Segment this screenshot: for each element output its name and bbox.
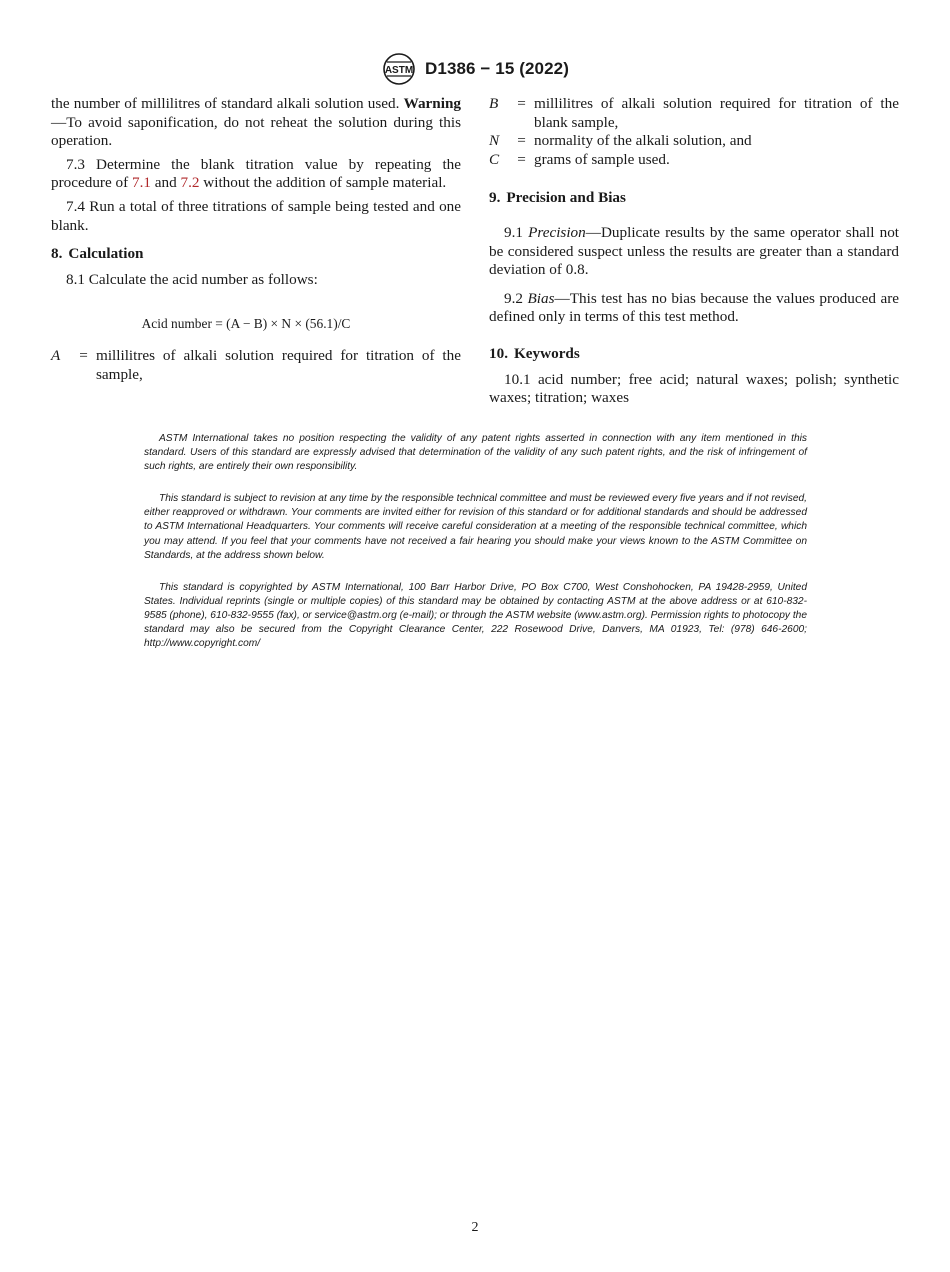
page-header	[0, 52, 950, 86]
definition-b: B = millilitres of alkali solution required for titration of the blank sample,	[489, 95, 899, 131]
definition-a: A = millilitres of alkali solution required for titration of the sample,	[51, 346, 461, 383]
paragraph-7-4: 7.4 Run a total of three titrations of sample being tested and one blank.	[51, 197, 461, 234]
left-column	[51, 95, 461, 384]
paragraph-7-2-continuation: the number of millilitres of standard alkali solution used. Warning—To avoid saponification, do not reheat the solution during this operation.	[51, 95, 461, 150]
astm-logo-icon	[381, 52, 417, 86]
paragraph-10-1: 10.1 acid number; free acid; natural waxes; polish; synthetic waxes; titration; waxes	[489, 370, 899, 407]
section-10-heading: 10. Keywords	[489, 344, 580, 362]
definition-c: C = grams of sample used.	[489, 150, 670, 168]
paragraph-8-1: 8.1 Calculate the acid number as follows:	[66, 270, 318, 288]
right-column	[489, 95, 899, 413]
warning-label: Warning	[403, 95, 461, 112]
paragraph-9-1: 9.1 Precision—Duplicate results by the same operator shall not be considered suspect unless the results are greater than a standard deviation of 0.8.	[489, 223, 900, 279]
paragraph-9-2: 9.2 Bias—This test has no bias because the values produced are defined only in terms of this test method.	[489, 289, 900, 326]
svg-text:ASTM: ASTM	[384, 65, 414, 76]
acid-number-equation: Acid number = (A − B) × N × (56.1)/C	[141, 316, 351, 332]
patent-notice: ASTM International takes no position respecting the validity of any patent rights asserted in connection with any item mentioned in this standard. Users of this standard are expressly advised that determination of the validity of any such patent rights, and the risk of infringement of such rights, are entirely their own responsibility.	[144, 433, 807, 473]
section-9-heading: 9. Precision and Bias	[489, 189, 626, 207]
section-8-heading: 8. Calculation	[51, 245, 144, 263]
link-section-7-1[interactable]: 7.1	[131, 174, 151, 192]
link-section-7-2[interactable]: 7.2	[180, 174, 200, 192]
copyright-notice: This standard is copyrighted by ASTM International, 100 Barr Harbor Drive, PO Box C700, West Conshohocken, PA 19428-2959, United States. Individual reprints (single or multiple copies) of this standard may be obtained by contacting ASTM at the above address or at 610-832-9585 (phone), 610-832-9555 (fax), or service@astm.org (e-mail); or through the ASTM website (www.astm.org). Permission rights to photocopy the standard may also be secured from the Copyright Clearance Center, 222 Rosewood Drive, Danvers, MA 01923, Tel: (978) 646-2600; http://www.copyright.com/	[144, 581, 807, 650]
astm-notices	[144, 432, 807, 669]
document-designation: D1386 − 15 (2022)	[425, 59, 569, 78]
paragraph-7-3: 7.3 Determine the blank titration value by repeating the procedure of 7.1 and 7.2 without the addition of sample material.	[51, 155, 461, 192]
definition-n: N = normality of the alkali solution, and	[489, 132, 752, 150]
page-number: 2	[471, 1220, 479, 1235]
revision-notice: This standard is subject to revision at any time by the responsible technical committee and must be reviewed every five years and if not revised, either reapproved or withdrawn. Your comments are invited either for revision of this standard or for additional standards and should be addressed to ASTM International Headquarters. Your comments will receive careful consideration at a meeting of the responsible technical committee, which you may attend. If you feel that your comments have not received a fair hearing you should make your views known to the ASTM Committee on Standards, at the address shown below.	[144, 493, 807, 561]
